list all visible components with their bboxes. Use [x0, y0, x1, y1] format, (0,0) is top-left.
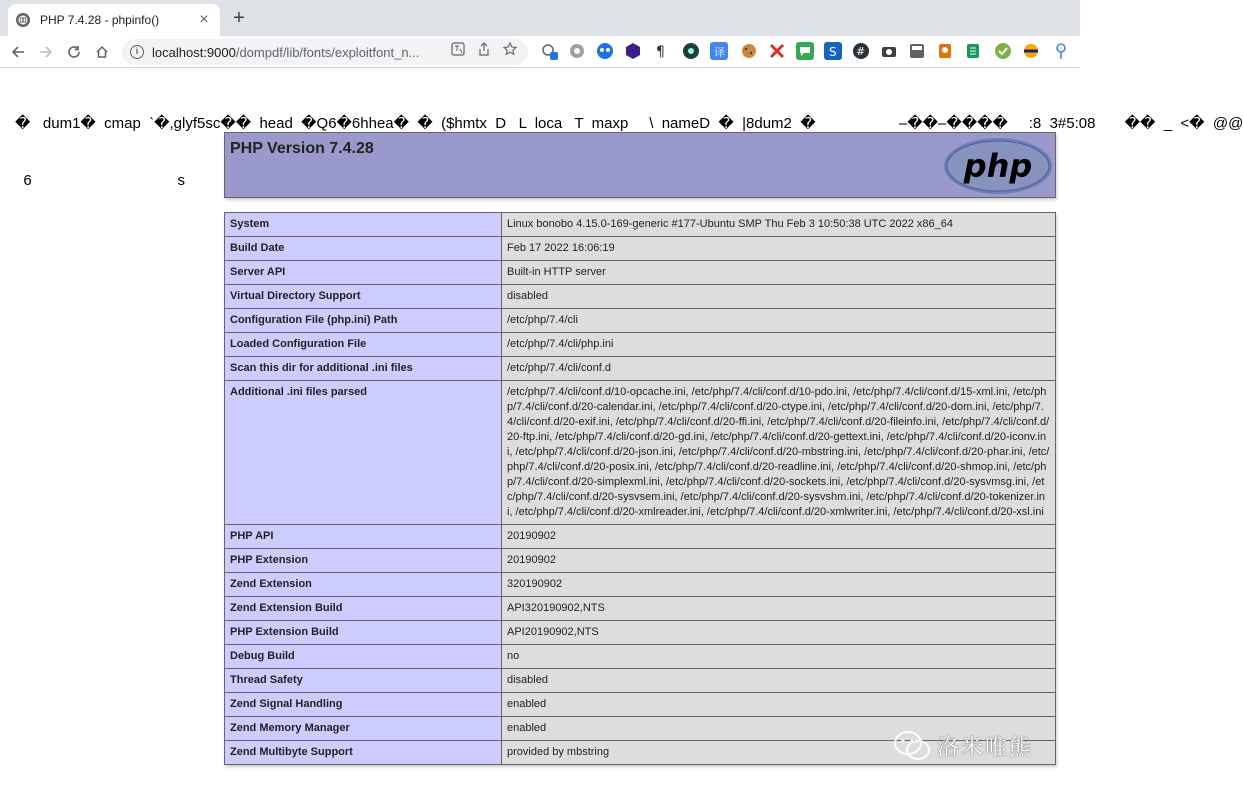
- home-icon[interactable]: [90, 40, 114, 64]
- extension-icon[interactable]: [540, 42, 558, 60]
- table-row: [225, 597, 1056, 621]
- table-row: [225, 261, 1056, 285]
- globe-extension-icon[interactable]: [1022, 42, 1040, 60]
- forward-icon[interactable]: [34, 40, 58, 64]
- config-key: Zend Multibyte Support: [225, 741, 502, 765]
- s-extension-icon[interactable]: [824, 42, 842, 60]
- address-bar[interactable]: [122, 39, 528, 65]
- config-value: disabled: [502, 285, 1056, 309]
- table-row: [225, 237, 1056, 261]
- browser-toolbar: [0, 36, 1080, 68]
- config-value: 320190902: [502, 573, 1056, 597]
- config-value: Linux bonobo 4.15.0-169-generic #177-Ubuntu SMP Thu Feb 3 10:50:38 UTC 2022 x86_64: [502, 213, 1056, 237]
- config-value: 20190902: [502, 549, 1056, 573]
- config-key: System: [225, 213, 502, 237]
- x-extension-icon[interactable]: [768, 42, 786, 60]
- chat-extension-icon[interactable]: [796, 42, 814, 60]
- circle-extension-icon[interactable]: [568, 42, 586, 60]
- table-row: [225, 645, 1056, 669]
- config-key: Zend Extension: [225, 573, 502, 597]
- wechat-icon: [893, 730, 931, 762]
- config-key: Virtual Directory Support: [225, 285, 502, 309]
- config-value: enabled: [502, 693, 1056, 717]
- table-row: [225, 549, 1056, 573]
- table-row: [225, 693, 1056, 717]
- config-value: /etc/php/7.4/cli: [502, 309, 1056, 333]
- info-icon[interactable]: i: [130, 45, 144, 59]
- dark-extension-icon[interactable]: [682, 42, 700, 60]
- table-row: [225, 357, 1056, 381]
- config-value: no: [502, 645, 1056, 669]
- mask-extension-icon[interactable]: [596, 42, 614, 60]
- browser-tab[interactable]: [8, 4, 220, 36]
- hash-extension-icon[interactable]: [852, 42, 870, 60]
- svg-text:php: php: [963, 147, 1033, 185]
- config-value: 20190902: [502, 525, 1056, 549]
- config-value: API320190902,NTS: [502, 597, 1056, 621]
- config-value: Feb 17 2022 16:06:19: [502, 237, 1056, 261]
- config-key: PHP Extension Build: [225, 621, 502, 645]
- config-key: Build Date: [225, 237, 502, 261]
- raw-font-line: � dum1� cmap `�,glyf5sc�� head �Q6�6hhea� � ($hmtx D L loca T maxp \ nameD � |8dum2 � –��–���� :8 3#5:08 �� _ <� @@: [15, 115, 1243, 132]
- php-version-header: [224, 132, 1056, 198]
- translate-icon[interactable]: [448, 42, 468, 62]
- table-row: [225, 285, 1056, 309]
- svg-text:S: S: [829, 45, 837, 59]
- tab-strip: [0, 0, 1080, 36]
- config-value: /etc/php/7.4/cli/conf.d: [502, 357, 1056, 381]
- svg-text:#: #: [856, 45, 866, 58]
- config-value: provided by mbstring: [502, 741, 1056, 765]
- watermark-text: 洛米唯熊: [937, 734, 1034, 760]
- phpinfo-table: [224, 212, 1056, 765]
- table-row: [225, 621, 1056, 645]
- back-icon[interactable]: [6, 40, 30, 64]
- watermark: [893, 728, 1033, 764]
- translate-extension-icon[interactable]: [710, 42, 728, 60]
- table-row: [225, 309, 1056, 333]
- url-text[interactable]: localhost:9000/dompdf/lib/fonts/exploitfont_n...: [152, 44, 420, 60]
- tab-title: PHP 7.4.28 - phpinfo(): [40, 13, 160, 27]
- bookmark-star-icon[interactable]: [500, 42, 520, 62]
- php-logo[interactable]: [943, 137, 1053, 195]
- reload-icon[interactable]: [62, 40, 86, 64]
- config-key: Debug Build: [225, 645, 502, 669]
- php-version-title: PHP Version 7.4.28: [230, 140, 374, 157]
- badge-extension-icon[interactable]: [936, 42, 954, 60]
- table-row: [225, 381, 1056, 525]
- config-key: Additional .ini files parsed: [225, 381, 502, 525]
- config-key: Zend Memory Manager: [225, 717, 502, 741]
- raw-font-line: 6 s: [15, 172, 186, 189]
- new-tab-button[interactable]: +: [233, 7, 245, 29]
- camera-extension-icon[interactable]: [880, 42, 898, 60]
- config-key: Scan this dir for additional .ini files: [225, 357, 502, 381]
- config-key: Server API: [225, 261, 502, 285]
- table-row: [225, 333, 1056, 357]
- config-value: Built-in HTTP server: [502, 261, 1056, 285]
- config-value: /etc/php/7.4/cli/php.ini: [502, 333, 1056, 357]
- config-key: PHP API: [225, 525, 502, 549]
- cube-extension-icon[interactable]: [624, 42, 642, 60]
- share-icon[interactable]: [474, 42, 494, 62]
- pin-extension-icon[interactable]: [1052, 42, 1070, 60]
- config-value: enabled: [502, 717, 1056, 741]
- grid-extension-icon[interactable]: [908, 42, 926, 60]
- table-row: [225, 573, 1056, 597]
- config-key: PHP Extension: [225, 549, 502, 573]
- table-row: [225, 669, 1056, 693]
- config-key: Loaded Configuration File: [225, 333, 502, 357]
- config-key: Zend Extension Build: [225, 597, 502, 621]
- globe-icon: [16, 13, 30, 27]
- config-key: Thread Safety: [225, 669, 502, 693]
- check-extension-icon[interactable]: [994, 42, 1012, 60]
- pilcrow-extension-icon[interactable]: [652, 42, 670, 60]
- config-key: Zend Signal Handling: [225, 693, 502, 717]
- sheet-extension-icon[interactable]: [964, 42, 982, 60]
- table-row: [225, 525, 1056, 549]
- config-value: API20190902,NTS: [502, 621, 1056, 645]
- svg-text:¶: ¶: [656, 44, 665, 60]
- svg-text:译: 译: [714, 46, 725, 59]
- cookie-extension-icon[interactable]: [740, 42, 758, 60]
- config-value: /etc/php/7.4/cli/conf.d/10-opcache.ini, /etc/php/7.4/cli/conf.d/10-pdo.ini, /etc/php/7.4/cli/conf.d/15-xml.ini, /etc/php/7.4/cli/conf.d/20-calendar.ini, /etc/php/7.4/cli/conf.d/20-ctype.ini, /etc/php/7.4/cli/conf.d/20-dom.ini, /etc/php/7.4/cli/conf.d/20-exif.ini, /etc/php/7.4/cli/conf.d/20-ffi.ini, /etc/php/7.4/cli/conf.d/20-fileinfo.ini, /etc/php/7.4/cli/conf.d/20-ftp.ini, /etc/php/7.4/cli/conf.d/20-gd.ini, /etc/php/7.4/cli/conf.d/20-gettext.ini, /etc/php/7.4/cli/conf.d/20-iconv.ini, /etc/php/7.4/cli/conf.d/20-json.ini, /etc/php/7.4/cli/conf.d/20-mbstring.ini, /etc/php/7.4/cli/conf.d/20-phar.ini, /etc/php/7.4/cli/conf.d/20-posix.ini, /etc/php/7.4/cli/conf.d/20-readline.ini, /etc/php/7.4/cli/conf.d/20-shmop.ini, /etc/php/7.4/cli/conf.d/20-simplexml.ini, /etc/php/7.4/cli/conf.d/20-sockets.ini, /etc/php/7.4/cli/conf.d/20-sysvmsg.ini, /etc/php/7.4/cli/conf.d/20-sysvsem.ini, /etc/php/7.4/cli/conf.d/20-sysvshm.ini, /etc/php/7.4/cli/conf.d/20-tokenizer.ini, /etc/php/7.4/cli/conf.d/20-xmlreader.ini, /etc/php/7.4/cli/conf.d/20-xmlwriter.ini, /etc/php/7.4/cli/conf.d/20-xsl.ini: [502, 381, 1056, 525]
- table-row: [225, 213, 1056, 237]
- close-tab-icon[interactable]: ×: [199, 11, 209, 28]
- config-key: Configuration File (php.ini) Path: [225, 309, 502, 333]
- config-value: disabled: [502, 669, 1056, 693]
